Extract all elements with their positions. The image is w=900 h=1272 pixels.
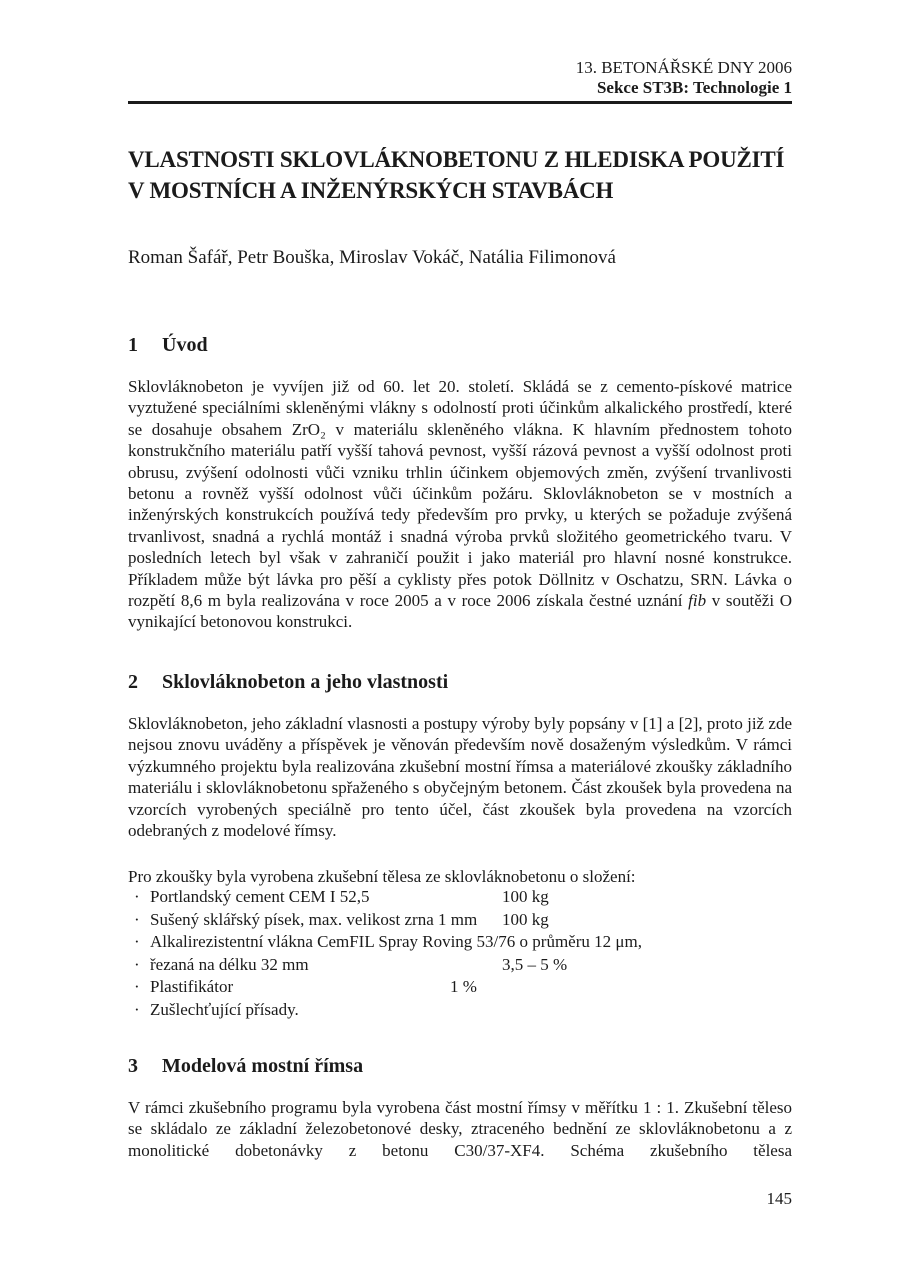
list-item — [128, 931, 792, 954]
section-3-heading — [128, 1054, 792, 1078]
bullet-icon: · — [134, 932, 140, 951]
bullet-icon: · — [134, 887, 140, 906]
fib-italic-term: fib — [688, 591, 707, 611]
item-value: 100 kg — [502, 909, 549, 929]
list-item — [128, 909, 792, 932]
paper-title: VLASTNOSTI SKLOVLÁKNOBETONU Z HLEDISKA POUŽITÍ V MOSTNÍCH A INŽENÝRSKÝCH STAVBÁCH — [128, 147, 785, 203]
section-2-paragraph: Sklovláknobeton, jeho základní vlasnosti a postupy výroby byly popsány v [1] a [2], proto již zde nejsou znovu uváděny a příspěvek je věnován především nově dosaženým výsledkům. V rámci výzkumného projektu byla realizována zkušební mostní římsa a materiálové zkoušky základního materiálu i sklovláknobetonu spřaženého s obyčejným betonem. Část zkoušek byla provedena na vzorcích vyrobených speciálně pro tento účel, část zkoušek byla provedena na vzorcích odebraných z modelové římsy. — [128, 714, 792, 841]
list-item — [128, 999, 792, 1022]
item-value: 3,5 – 5 % — [502, 954, 568, 974]
paragraph-text: v soutěži O vynikající betonovou konstrukci. — [128, 591, 793, 632]
list-item — [128, 976, 792, 999]
bullet-icon: · — [134, 977, 140, 996]
section-1-paragraph — [128, 376, 792, 633]
item-text: Alkalirezistentní vlákna CemFIL Spray Roving 53/76 o průměru 12 μm, — [150, 932, 642, 951]
section-1-number: 1 — [128, 334, 138, 356]
section-1-heading — [128, 333, 792, 357]
item-value: 1 % — [450, 977, 477, 996]
authors-line: Roman Šafář, Petr Bouška, Miroslav Vokáč, Natália Filimonová — [128, 247, 616, 268]
section-2-heading — [128, 670, 792, 694]
item-text: Portlandský cement CEM I 52,5 — [150, 887, 370, 906]
item-text: Zušlechťující přísady. — [150, 999, 299, 1019]
section-2-title: Sklovláknobeton a jeho vlastnosti — [162, 671, 449, 693]
section-track-label: Sekce ST3B: Technologie 1 — [596, 78, 792, 97]
item-text: řezaná na délku 32 mm — [150, 954, 309, 974]
list-item — [128, 886, 792, 909]
section-3-paragraph: V rámci zkušebního programu byla vyrobena část mostní římsy v měřítku 1 : 1. Zkušební těleso se skládalo ze základní železobetonové desky, ztraceného bednění ze sklovláknobetonu a z monolitické dobetonávky z betonu C30/37-XF4. Schéma zkušebního tělesa — [128, 1098, 792, 1160]
section-2-number: 2 — [128, 671, 138, 693]
section-3-number: 3 — [128, 1055, 138, 1077]
item-value: 100 kg — [502, 887, 549, 906]
composition-intro: Pro zkoušky byla vyrobena zkušební tělesa ze sklovláknobetonu o složení: — [128, 867, 636, 886]
item-text: Sušený sklářský písek, max. velikost zrna 1 mm — [150, 909, 478, 929]
bullet-icon: · — [134, 954, 140, 974]
paragraph-text: Sklovláknobeton je vyvíjen již od 60. let 20. století. Skládá se z cemento-pískové matrice vyztužené speciálními skleněnými vlákny s odolností proti účinkům alkalického prostředí, které se dosahuje obsahem ZrO₂ v materiálu skleněného vlákna. K hlavním přednostem tohoto konstrukčního materiálu patří vyšší tahová pevnost, vyšší rázová pevnost a vyšší odolnost proti obrusu, zvýšení odolnosti vůči vzniku trhlin účinkem objemových změn, zvýšení trvanlivosti betonu a rovněž vyšší odolnost vůči účinkům požáru. Sklovláknobeton se v mostních a inženýrských konstrukcích používá tedy především pro prvky, u kterých se požaduje zvýšená trvanlivost, snadná a rychlá montáž i snadná výroba prvků složitého geometrického tvaru. V posledních letech byl však v zahraničí použit i jako materiál pro hlavní nosné konstrukce. Příkladem může být lávka pro pěší a cyklisty přes potok Döllnitz v Oschatzu, SRN. Lávka o rozpětí 8,6 m byla realizována v roce 2005 a v roce 2006 získala čestné uznání — [128, 377, 792, 611]
section-1-title: Úvod — [162, 334, 208, 356]
composition-list — [128, 886, 792, 1021]
running-head — [128, 58, 792, 104]
section-3-title: Modelová mostní římsa — [162, 1055, 364, 1077]
item-text: Plastifikátor — [150, 977, 234, 996]
bullet-icon: · — [134, 909, 140, 929]
list-item — [128, 954, 792, 977]
bullet-icon: · — [134, 999, 140, 1019]
page-number: 145 — [766, 1189, 792, 1208]
conference-name: 13. BETONÁŘSKÉ DNY 2006 — [575, 58, 792, 77]
